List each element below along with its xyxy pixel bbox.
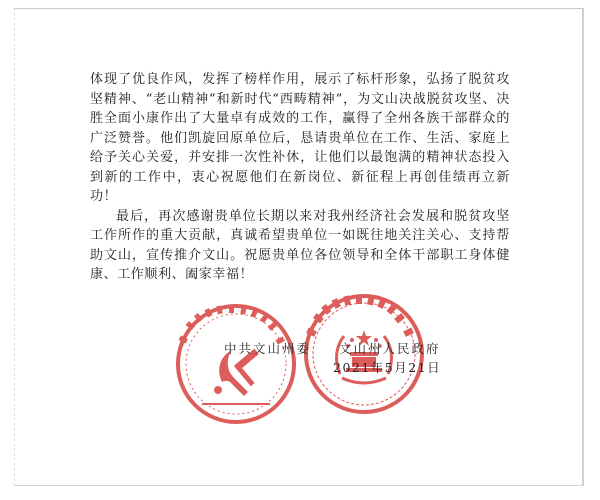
signature-date: 2021年5月21日 xyxy=(333,360,442,375)
signature-party-committee: 中共文山州委 xyxy=(224,341,312,356)
party-committee-seal-stamp xyxy=(172,300,300,428)
paragraph-closing: 最后，再次感谢贵单位长期以来对我州经济社会发展和脱贫攻坚工作所作的重大贡献，真诚希望贵单位一如既往地关注关心、支持帮助文山，宣传推介文山。祝愿贵单位各位领导和全体干部职工身体健康、工作顺利、阖家幸福！ xyxy=(90,208,510,282)
letter-body xyxy=(90,70,510,285)
signature-government: 文山州人民政府 xyxy=(339,341,441,356)
paragraph-continuation: 体现了优良作风，发挥了榜样作用，展示了标杆形象，弘扬了脱贫攻坚精神、“老山精神”和新时代“西畴精神”，为文山决战脱贫攻坚、决胜全面小康作出了大量卓有成效的工作，赢得了全州各族干部群众的广泛赞誉。他们凯旋回原单位后，恳请贵单位在工作、生活、家庭上给予关心关爱，并安排一次性补休，让他们以最饱满的精神状态投入到新的工作中，衷心祝愿他们在新岗位、新征程上再创佳绩再立新功！ xyxy=(90,72,510,204)
